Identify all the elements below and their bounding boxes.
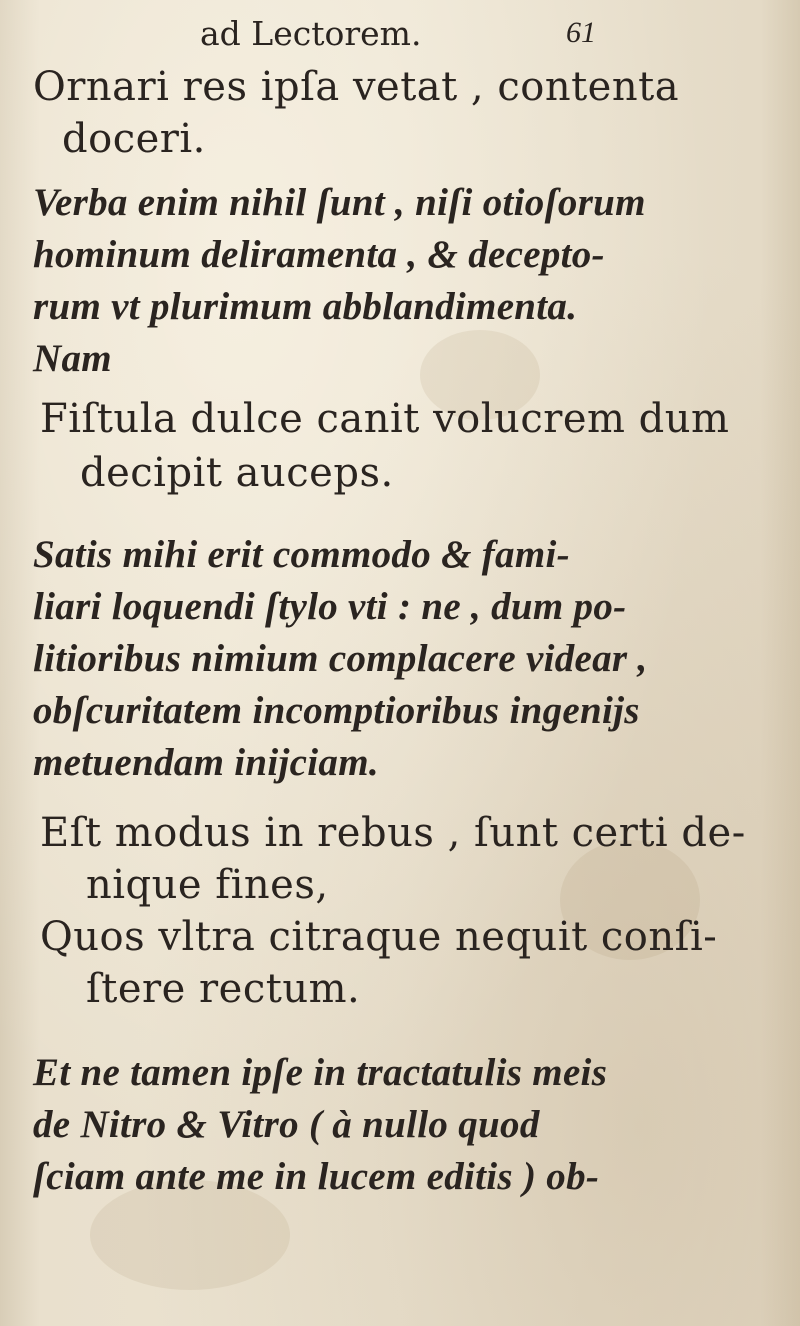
text-line: doceri. <box>62 116 206 162</box>
text-line: ſciam ante me in lucem editis ) ob- <box>33 1155 600 1198</box>
text-line: Verba enim nihil ſunt , niſi otioſorum <box>33 181 646 224</box>
text-line: ſtere rectum. <box>86 966 361 1012</box>
running-title: ad Lectorem. <box>200 14 422 53</box>
text-line: Quos vltra citraque nequit conſi- <box>40 914 718 960</box>
text-line: hominum deliramenta , & decepto- <box>33 233 605 276</box>
text-line: Nam <box>33 337 112 380</box>
text-line: rum vt plurimum abblandimenta. <box>33 285 578 328</box>
text-line: decipit auceps. <box>80 450 394 496</box>
text-line: litioribus nimium complacere videar , <box>33 637 648 680</box>
page-number: 61 <box>566 16 596 49</box>
text-line: de Nitro & Vitro ( à nullo quod <box>33 1103 540 1146</box>
text-line: Et ne tamen ipſe in tractatulis meis <box>33 1051 608 1094</box>
text-line: obſcuritatem incomptioribus ingenijs <box>33 689 640 732</box>
text-line: Ornari res ipſa vetat , contenta <box>33 64 680 110</box>
text-line: nique fines, <box>86 862 329 908</box>
text-line: metuendam inijciam. <box>33 741 379 784</box>
text-line: liari loquendi ſtylo vti : ne , dum po- <box>33 585 627 628</box>
text-line: Satis mihi erit commodo & fami- <box>33 533 570 576</box>
text-line: Eſt modus in rebus , ſunt certi de- <box>40 810 746 856</box>
text-line: Fiſtula dulce canit volucrem dum <box>40 396 730 442</box>
